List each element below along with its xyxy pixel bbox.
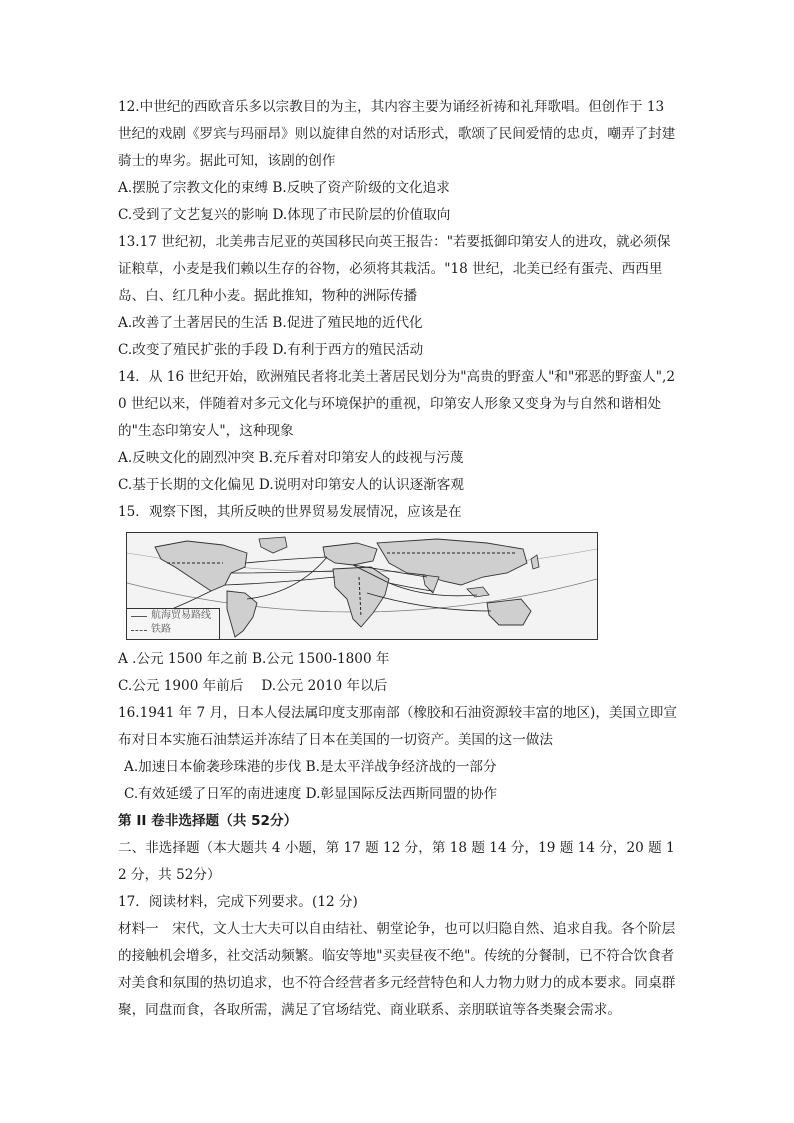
europe-landmass <box>323 543 377 565</box>
section2-title: 第 II 卷非选择题（共 52分） <box>118 813 298 829</box>
q17-stem: 17．阅读材料，完成下列要求。(12 分) <box>118 894 358 910</box>
q12-stem: 12.中世纪的西欧音乐多以宗教目的为主，其内容主要为诵经祈祷和礼拜歌唱。但创作于 13 世纪的戏剧《罗宾与玛丽昂》则以旋律自然的对话形式，歌颂了民间爱情的忠贞，嘲弄了封建骑士的卑劣。据此可知，该剧的创作 <box>118 99 676 169</box>
q16-options-ab: A.加速日本偷袭珍珠港的步伐 B.是太平洋战争经济战的一部分 <box>124 759 497 775</box>
q15-options-ab: A .公元 1500 年之前 B.公元 1500-1800 年 <box>118 651 390 667</box>
q12-options-ab: A.摆脱了宗教文化的束缚 B.反映了资产阶级的文化追求 <box>118 180 450 196</box>
q13-options-cd: C.改变了殖民扩张的手段 D.有利于西方的殖民活动 <box>118 342 424 358</box>
world-trade-map <box>126 532 598 640</box>
q16-stem: 16.1941 年 7 月，日本人侵法属印度支那南部（橡胶和石油资源较丰富的地区)，美国立即宣布对日本实施石油禁运并冻结了日本在美国的一切资产。美国的这一做法 <box>118 705 677 748</box>
greenland-landmass <box>259 537 287 553</box>
q15-stem: 15．观察下图，其所反映的世界贸易发展情况，应该是在 <box>118 504 462 520</box>
section2-intro: 二、非选择题（本大题共 4 小题，第 17 题 12 分，第 18 题 14 分，19 题 14 分，20 题 12 分，共 52分） <box>118 840 675 883</box>
q14-stem: 14．从 16 世纪开始，欧洲殖民者将北美土著居民划分为"高贵的野蛮人"和"邪恶的野蛮人",20 世纪以来，伴随着对多元文化与环境保护的重视，印第安人形象又变身为与自然和谐相处的"生态印第安人"，这种现象 <box>118 369 675 439</box>
map-legend <box>127 608 220 639</box>
australia-landmass <box>487 599 531 625</box>
asia-landmass <box>377 539 527 585</box>
q16-options-cd: C.有效延缓了日军的南进速度 D.彰显国际反法西斯同盟的协作 <box>124 786 498 802</box>
q12-options-cd: C.受到了文艺复兴的影响 D.体现了市民阶层的价值取向 <box>118 207 451 223</box>
legend-sea-route <box>127 609 219 623</box>
legend-line-dashed <box>131 630 147 631</box>
q14-options-ab: A.反映文化的剧烈冲突 B.充斥着对印第安人的歧视与污蔑 <box>118 450 464 466</box>
q14-options-cd: C.基于长期的文化偏见 D.说明对印第安人的认识逐渐客观 <box>118 477 464 493</box>
exam-page <box>118 94 678 1024</box>
legend-sea-label: 航海贸易路线 <box>151 610 211 621</box>
legend-line-solid <box>131 616 147 617</box>
q13-stem: 13.17 世纪初，北美弗吉尼亚的英国移民向英王报告："若要抵御印第安人的进攻，就必须保证粮草，小麦是我们赖以生存的谷物，必须将其栽活。"18 世纪，北美已经有蛋壳、西西里岛、白、红几种小麦。据此推知，物种的洲际传播 <box>118 234 671 304</box>
q15-options-cd: C.公元 1900 年前后 D.公元 2010 年以后 <box>118 678 388 694</box>
legend-railway <box>127 623 219 637</box>
japan-landmass <box>531 555 539 569</box>
legend-rail-label: 铁路 <box>151 624 171 635</box>
q17-material1: 材料一 宋代，文人士大夫可以自由结社、朝堂论争，也可以归隐自然、追求自我。各个阶层的接触机会增多，社交活动频繁。临安等地"买卖昼夜不绝"。传统的分餐制，已不符合饮食者对美食和氛围的热切追求，也不符合经营者多元经营特色和人力物力财力的成本要求。同桌群聚，同盘而食，各取所需，满足了官场结党、商业联系、亲朋联谊等各类聚会需求。 <box>118 921 676 1018</box>
q13-options-ab: A.改善了土著居民的生活 B.促进了殖民地的近代化 <box>118 315 423 331</box>
north-america-landmass <box>155 541 247 591</box>
